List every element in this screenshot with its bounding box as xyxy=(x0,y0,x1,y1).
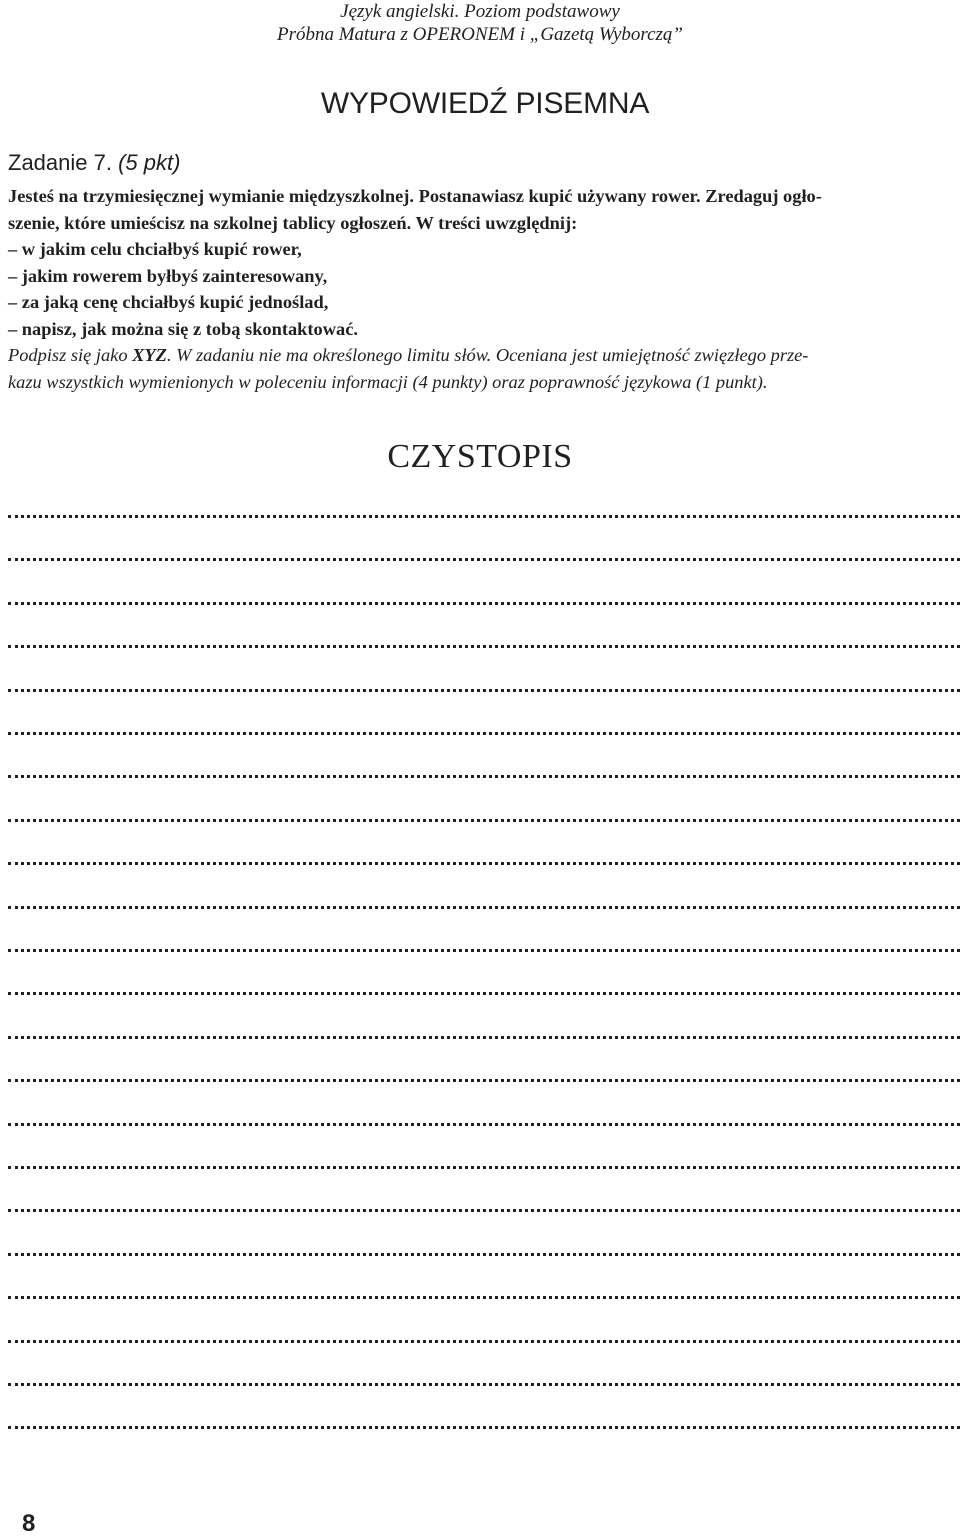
answer-line[interactable] xyxy=(8,689,960,692)
task-instructions xyxy=(8,183,960,395)
bullet-item-3: – za jaką cenę chciałbyś kupić jednoślad, xyxy=(8,292,329,312)
instruction-line-1: Jesteś na trzymiesięcznej wymianie międzyszkolnej. Postanawiasz kupić używany rower. Zredaguj ogło- xyxy=(8,186,822,206)
header-subject: Język angielski. Poziom podstawowy xyxy=(340,1,620,22)
grading-instruction: kazu wszystkich wymienionych w poleceniu informacji (4 punkty) oraz poprawność językowa (1 punkt). xyxy=(8,371,768,392)
answer-line[interactable] xyxy=(8,1079,960,1082)
answer-line[interactable] xyxy=(8,1253,960,1256)
instruction-line-2: szenie, które umieścisz na szkolnej tablicy ogłoszeń. W treści uwzględnij: xyxy=(8,212,578,233)
answer-line[interactable] xyxy=(8,1426,960,1429)
sign-prefix: Podpisz się jako xyxy=(8,345,133,365)
answer-line[interactable] xyxy=(8,515,960,518)
page-number: 8 xyxy=(22,1510,36,1537)
answer-line[interactable] xyxy=(8,732,960,735)
answer-line[interactable] xyxy=(8,1209,960,1212)
answer-line[interactable] xyxy=(8,1296,960,1299)
answer-line[interactable] xyxy=(8,949,960,952)
answer-line[interactable] xyxy=(8,775,960,778)
sign-suffix: . W zadaniu nie ma określonego limitu słów. Oceniana jest umiejętność zwięzłego prze- xyxy=(166,345,809,365)
header-exam-name: Próbna Matura z OPERONEM i „Gazetą Wyborczą” xyxy=(276,24,684,45)
task-heading xyxy=(8,150,180,176)
answer-line[interactable] xyxy=(8,645,960,648)
answer-line[interactable] xyxy=(8,1340,960,1343)
bullet-item-1: – w jakim celu chciałbyś kupić rower, xyxy=(8,239,302,259)
czystopis-title: CZYSTOPIS xyxy=(387,438,573,475)
section-title: WYPOWIEDŹ PISEMNA xyxy=(320,87,650,120)
answer-line[interactable] xyxy=(8,819,960,822)
answer-line[interactable] xyxy=(8,906,960,909)
answer-line[interactable] xyxy=(8,602,960,605)
answer-line[interactable] xyxy=(8,1036,960,1039)
answer-line[interactable] xyxy=(8,992,960,995)
answer-line[interactable] xyxy=(8,1383,960,1386)
answer-line[interactable] xyxy=(8,558,960,561)
bullet-item-4: – napisz, jak można się z tobą skontaktować. xyxy=(8,318,358,339)
signature-instruction xyxy=(8,342,960,369)
task-label: Zadanie 7. xyxy=(8,150,112,175)
bullet-item-2: – jakim rowerem byłbyś zainteresowany, xyxy=(8,265,328,286)
sign-name: XYZ xyxy=(132,345,167,365)
answer-line[interactable] xyxy=(8,1166,960,1169)
answer-line[interactable] xyxy=(8,862,960,865)
task-points: (5 pkt) xyxy=(118,150,181,175)
answer-line[interactable] xyxy=(8,1123,960,1126)
